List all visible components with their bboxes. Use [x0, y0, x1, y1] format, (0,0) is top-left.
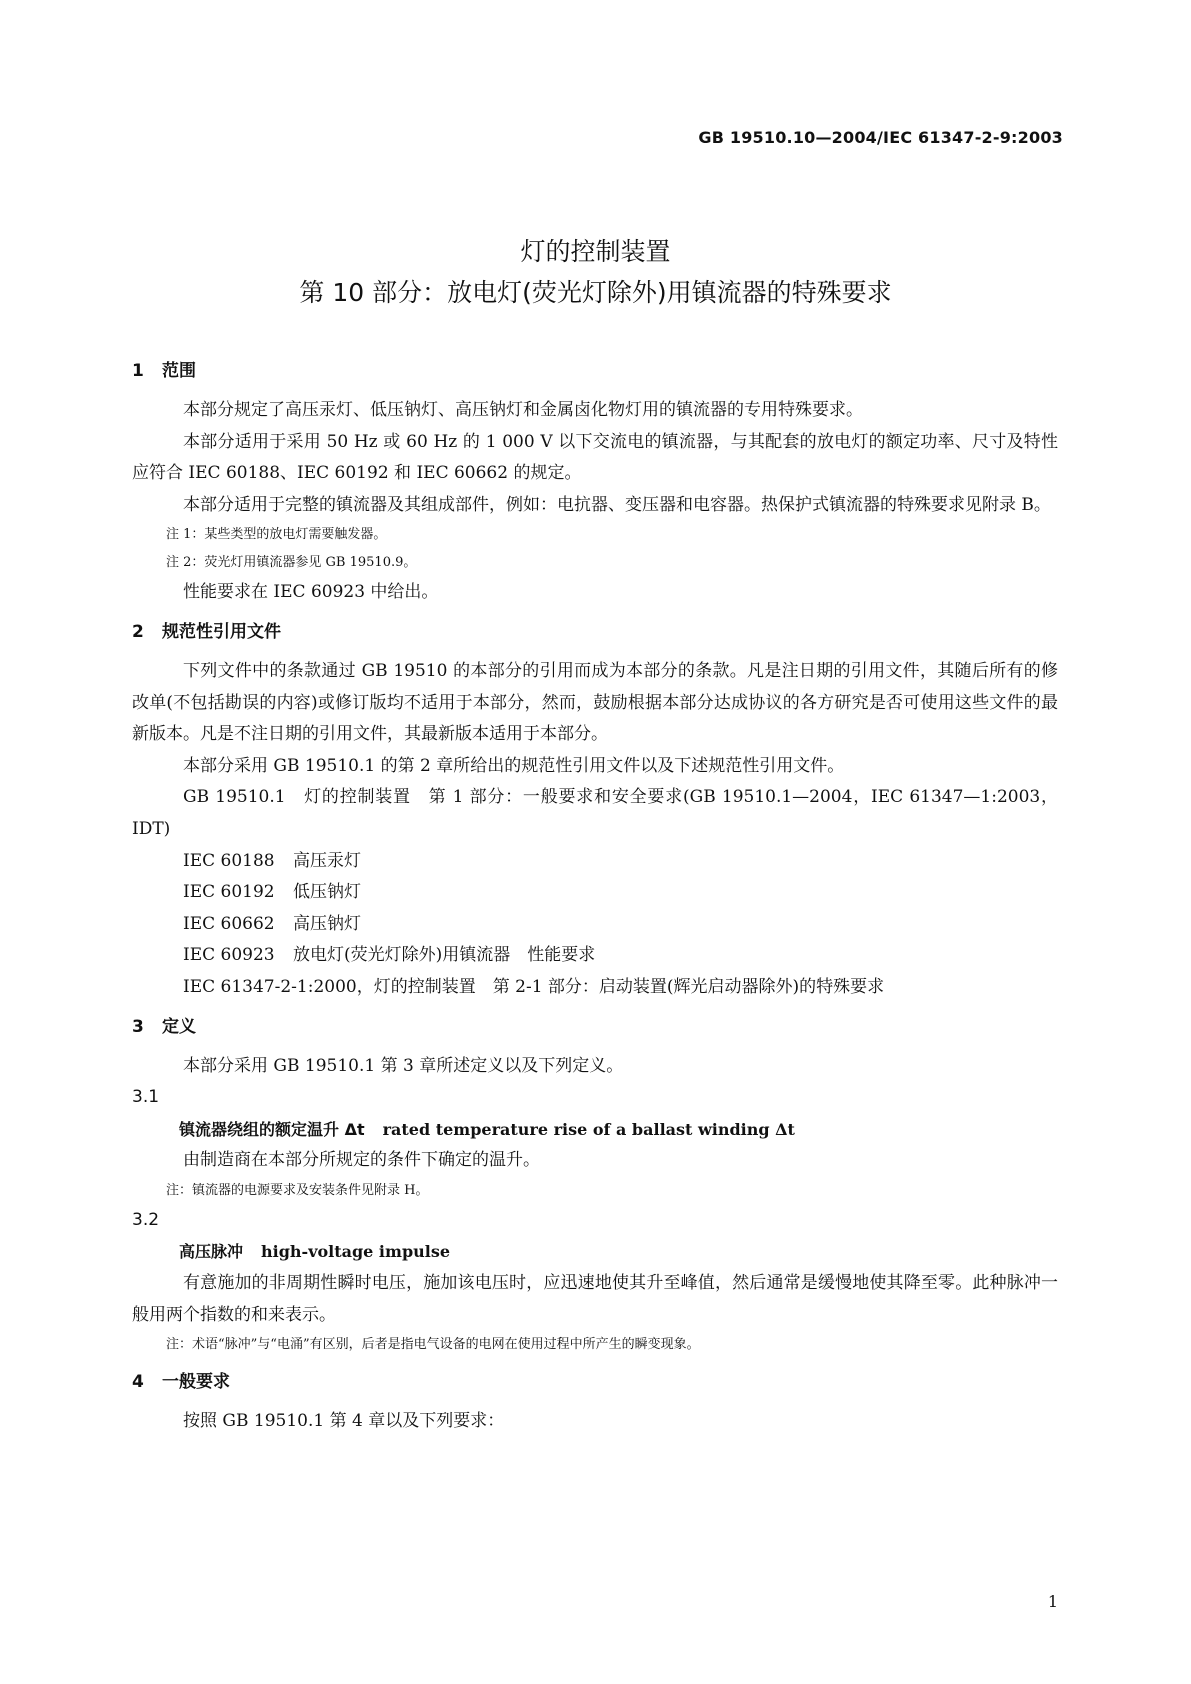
section-4-heading: [132, 1367, 1058, 1398]
title-line-2: 第 10 部分：放电灯(荧光灯除外)用镇流器的特殊要求: [299, 278, 892, 307]
note: 注：镇流器的电源要求及安装条件见附录 H。: [166, 1182, 429, 1198]
reference-title: 高压汞灯: [293, 850, 361, 871]
section-2-heading: [132, 617, 1058, 648]
reference-entry: GB 19510.1 灯的控制装置 第 1 部分：一般要求和安全要求(GB 19510.1—2004，IEC 61347—1:2003，IDT): [132, 787, 1058, 839]
note: 注 2：荧光灯用镇流器参见 GB 19510.9。: [166, 555, 417, 571]
reference-title: 低压钠灯: [293, 882, 361, 903]
paragraph: 下列文件中的条款通过 GB 19510 的本部分的引用而成为本部分的条款。凡是注日期的引用文件，其随后所有的修改单(不包括勘误的内容)或修订版均不适用于本部分，然而，鼓励根据本部分达成协议的各方研究是否可使用这些文件的最新版本。凡是不注日期的引用文件，其最新版本适用于本部分。: [132, 660, 1058, 745]
section-title: 范围: [162, 361, 196, 381]
paragraph: 本部分规定了高压汞灯、低压钠灯、高压钠灯和金属卤化物灯用的镇流器的专用特殊要求。: [183, 400, 863, 420]
page-number: 1: [1047, 1592, 1058, 1611]
subclause-number: 3.2: [132, 1209, 160, 1230]
reference-code: IEC 60662: [183, 913, 275, 934]
standard-number: GB 19510.10—2004/IEC 61347-2-9:2003: [698, 128, 1063, 147]
section-title: 一般要求: [162, 1372, 230, 1393]
reference-entry: [132, 940, 1058, 972]
paragraph: 本部分适用于采用 50 Hz 或 60 Hz 的 1 000 V 以下交流电的镇流器，与其配套的放电灯的额定功率、尺寸及特性应符合 IEC 60188、IEC 60192 和 IEC 60662 的规定。: [132, 431, 1058, 484]
document-body: [132, 356, 1058, 1438]
section-number: 1: [132, 361, 144, 381]
paragraph: 本部分采用 GB 19510.1 第 3 章所述定义以及下列定义。: [183, 1055, 624, 1076]
note: 注：术语“脉冲”与“电涌”有区别，后者是指电气设备的电网在使用过程中所产生的瞬变现象。: [166, 1337, 700, 1353]
subclause-number: 3.1: [132, 1087, 160, 1108]
reference-code: IEC 60188: [183, 850, 275, 871]
reference-entry: [132, 877, 1058, 909]
section-title: 定义: [162, 1016, 196, 1037]
section-3-heading: [132, 1012, 1058, 1043]
definition: 由制造商在本部分所规定的条件下确定的温升。: [183, 1150, 540, 1171]
reference-entry: [132, 909, 1058, 941]
term-entry: [132, 1236, 1058, 1268]
section-1-heading: [132, 356, 1058, 387]
paragraph: 性能要求在 IEC 60923 中给出。: [183, 582, 439, 603]
section-number: 4: [132, 1372, 144, 1393]
term-entry: [132, 1114, 1058, 1146]
paragraph: 本部分适用于完整的镇流器及其组成部件，例如：电抗器、变压器和电容器。热保护式镇流器的特殊要求见附录 B。: [183, 494, 1051, 515]
reference-code: IEC 60923: [183, 945, 275, 966]
paragraph: 按照 GB 19510.1 第 4 章以及下列要求：: [183, 1411, 505, 1432]
section-title: 规范性引用文件: [162, 621, 281, 642]
reference-title: 放电灯(荧光灯除外)用镇流器 性能要求: [293, 945, 596, 966]
note: 注 1：某些类型的放电灯需要触发器。: [166, 527, 387, 543]
definition: 有意施加的非周期性瞬时电压，施加该电压时，应迅速地使其升至峰值，然后通常是缓慢地使其降至零。此种脉冲一般用两个指数的和来表示。: [132, 1273, 1058, 1325]
section-number: 3: [132, 1016, 144, 1037]
reference-entry: IEC 61347-2-1:2000，灯的控制装置 第 2-1 部分：启动装置(辉光启动器除外)的特殊要求: [183, 976, 885, 997]
title-line-1: 灯的控制装置: [520, 237, 671, 266]
term-english: high-voltage impulse: [261, 1242, 451, 1262]
paragraph: 本部分采用 GB 19510.1 的第 2 章所给出的规范性引用文件以及下述规范性引用文件。: [183, 755, 845, 776]
section-number: 2: [132, 621, 144, 642]
term-chinese: 镇流器绕组的额定温升 Δt: [179, 1119, 365, 1139]
term-english: rated temperature rise of a ballast winding Δt: [382, 1119, 795, 1139]
reference-title: 高压钠灯: [293, 913, 361, 934]
reference-entry: [132, 846, 1058, 878]
reference-code: IEC 60192: [183, 882, 275, 903]
term-chinese: 高压脉冲: [179, 1242, 244, 1262]
